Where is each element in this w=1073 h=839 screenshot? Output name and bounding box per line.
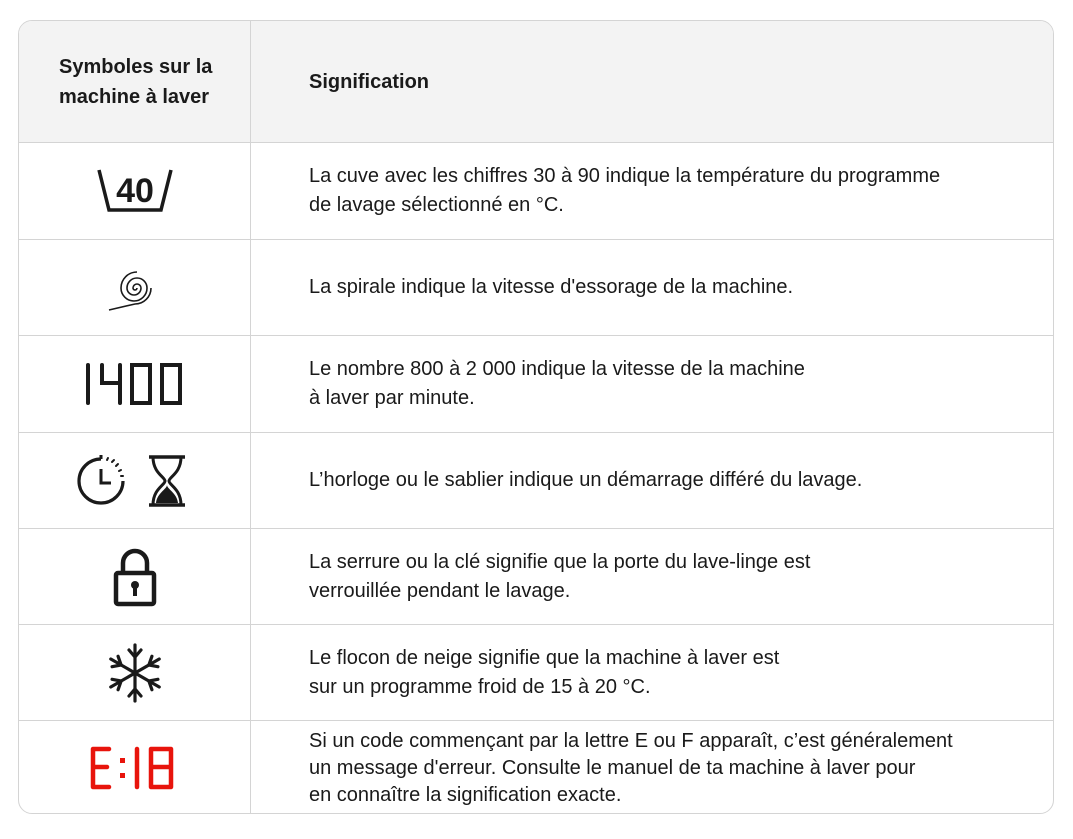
description-cell xyxy=(251,529,1053,624)
description-cell xyxy=(251,625,1053,720)
wash-tub-40-icon xyxy=(95,166,175,216)
table-row xyxy=(19,625,1053,721)
symbol-cell xyxy=(19,240,251,335)
description-cell xyxy=(251,143,1053,239)
padlock-icon xyxy=(113,547,157,607)
symbol-cell xyxy=(19,433,251,528)
table-row xyxy=(19,240,1053,336)
symbol-cell xyxy=(19,721,251,814)
table-row xyxy=(19,336,1053,433)
row-description: La spirale indique la vitesse d'essorage de la machine. xyxy=(309,276,794,298)
row-description: Le flocon de neige signifie que la machine à laver est sur un programme froid de 15 à 20 °C. xyxy=(309,646,780,698)
hourglass-icon xyxy=(149,457,185,505)
symbol-cell xyxy=(19,143,251,239)
symbol-cell xyxy=(19,529,251,624)
row-description: La cuve avec les chiffres 30 à 90 indique la température du programme de lavage sélectionné en °C. xyxy=(309,165,941,216)
error-code-icon xyxy=(87,745,183,791)
header-meaning-cell xyxy=(251,21,1053,142)
description-cell xyxy=(251,433,1053,528)
header-meaning-label: Signification xyxy=(309,70,429,93)
snowflake-icon xyxy=(104,642,166,704)
table-row xyxy=(19,143,1053,240)
symbols-table xyxy=(18,20,1054,814)
table-row xyxy=(19,721,1053,814)
timer-hourglass-icon xyxy=(75,451,195,511)
row-description: Le nombre 800 à 2 000 indique la vitesse de la machine à laver par minute. xyxy=(309,358,805,409)
row-description: La serrure ou la clé signifie que la porte du lave-linge est verrouillée pendant le lavage. xyxy=(309,550,811,602)
row-description: Si un code commençant par la lettre E ou F apparaît, c’est généralement un message d'erreur. Consulte le manuel de ta machine à laver pour en connaître la signification exacte. xyxy=(309,729,953,806)
table-row xyxy=(19,529,1053,625)
timer-icon xyxy=(79,455,123,503)
row-description: L’horloge ou le sablier indique un démarrage différé du lavage. xyxy=(309,469,863,491)
description-cell xyxy=(251,240,1053,335)
description-cell xyxy=(251,336,1053,432)
tub-temperature-text: 40 xyxy=(115,172,154,210)
table-row xyxy=(19,433,1053,529)
header-symbols-label: Symboles sur la machine à laver xyxy=(59,55,213,108)
table-header xyxy=(19,21,1053,143)
symbol-cell xyxy=(19,336,251,432)
symbol-cell xyxy=(19,625,251,720)
spiral-icon xyxy=(105,258,165,318)
description-cell xyxy=(251,721,1053,814)
digital-1400-icon xyxy=(80,361,190,407)
header-symbols-cell xyxy=(19,21,251,142)
